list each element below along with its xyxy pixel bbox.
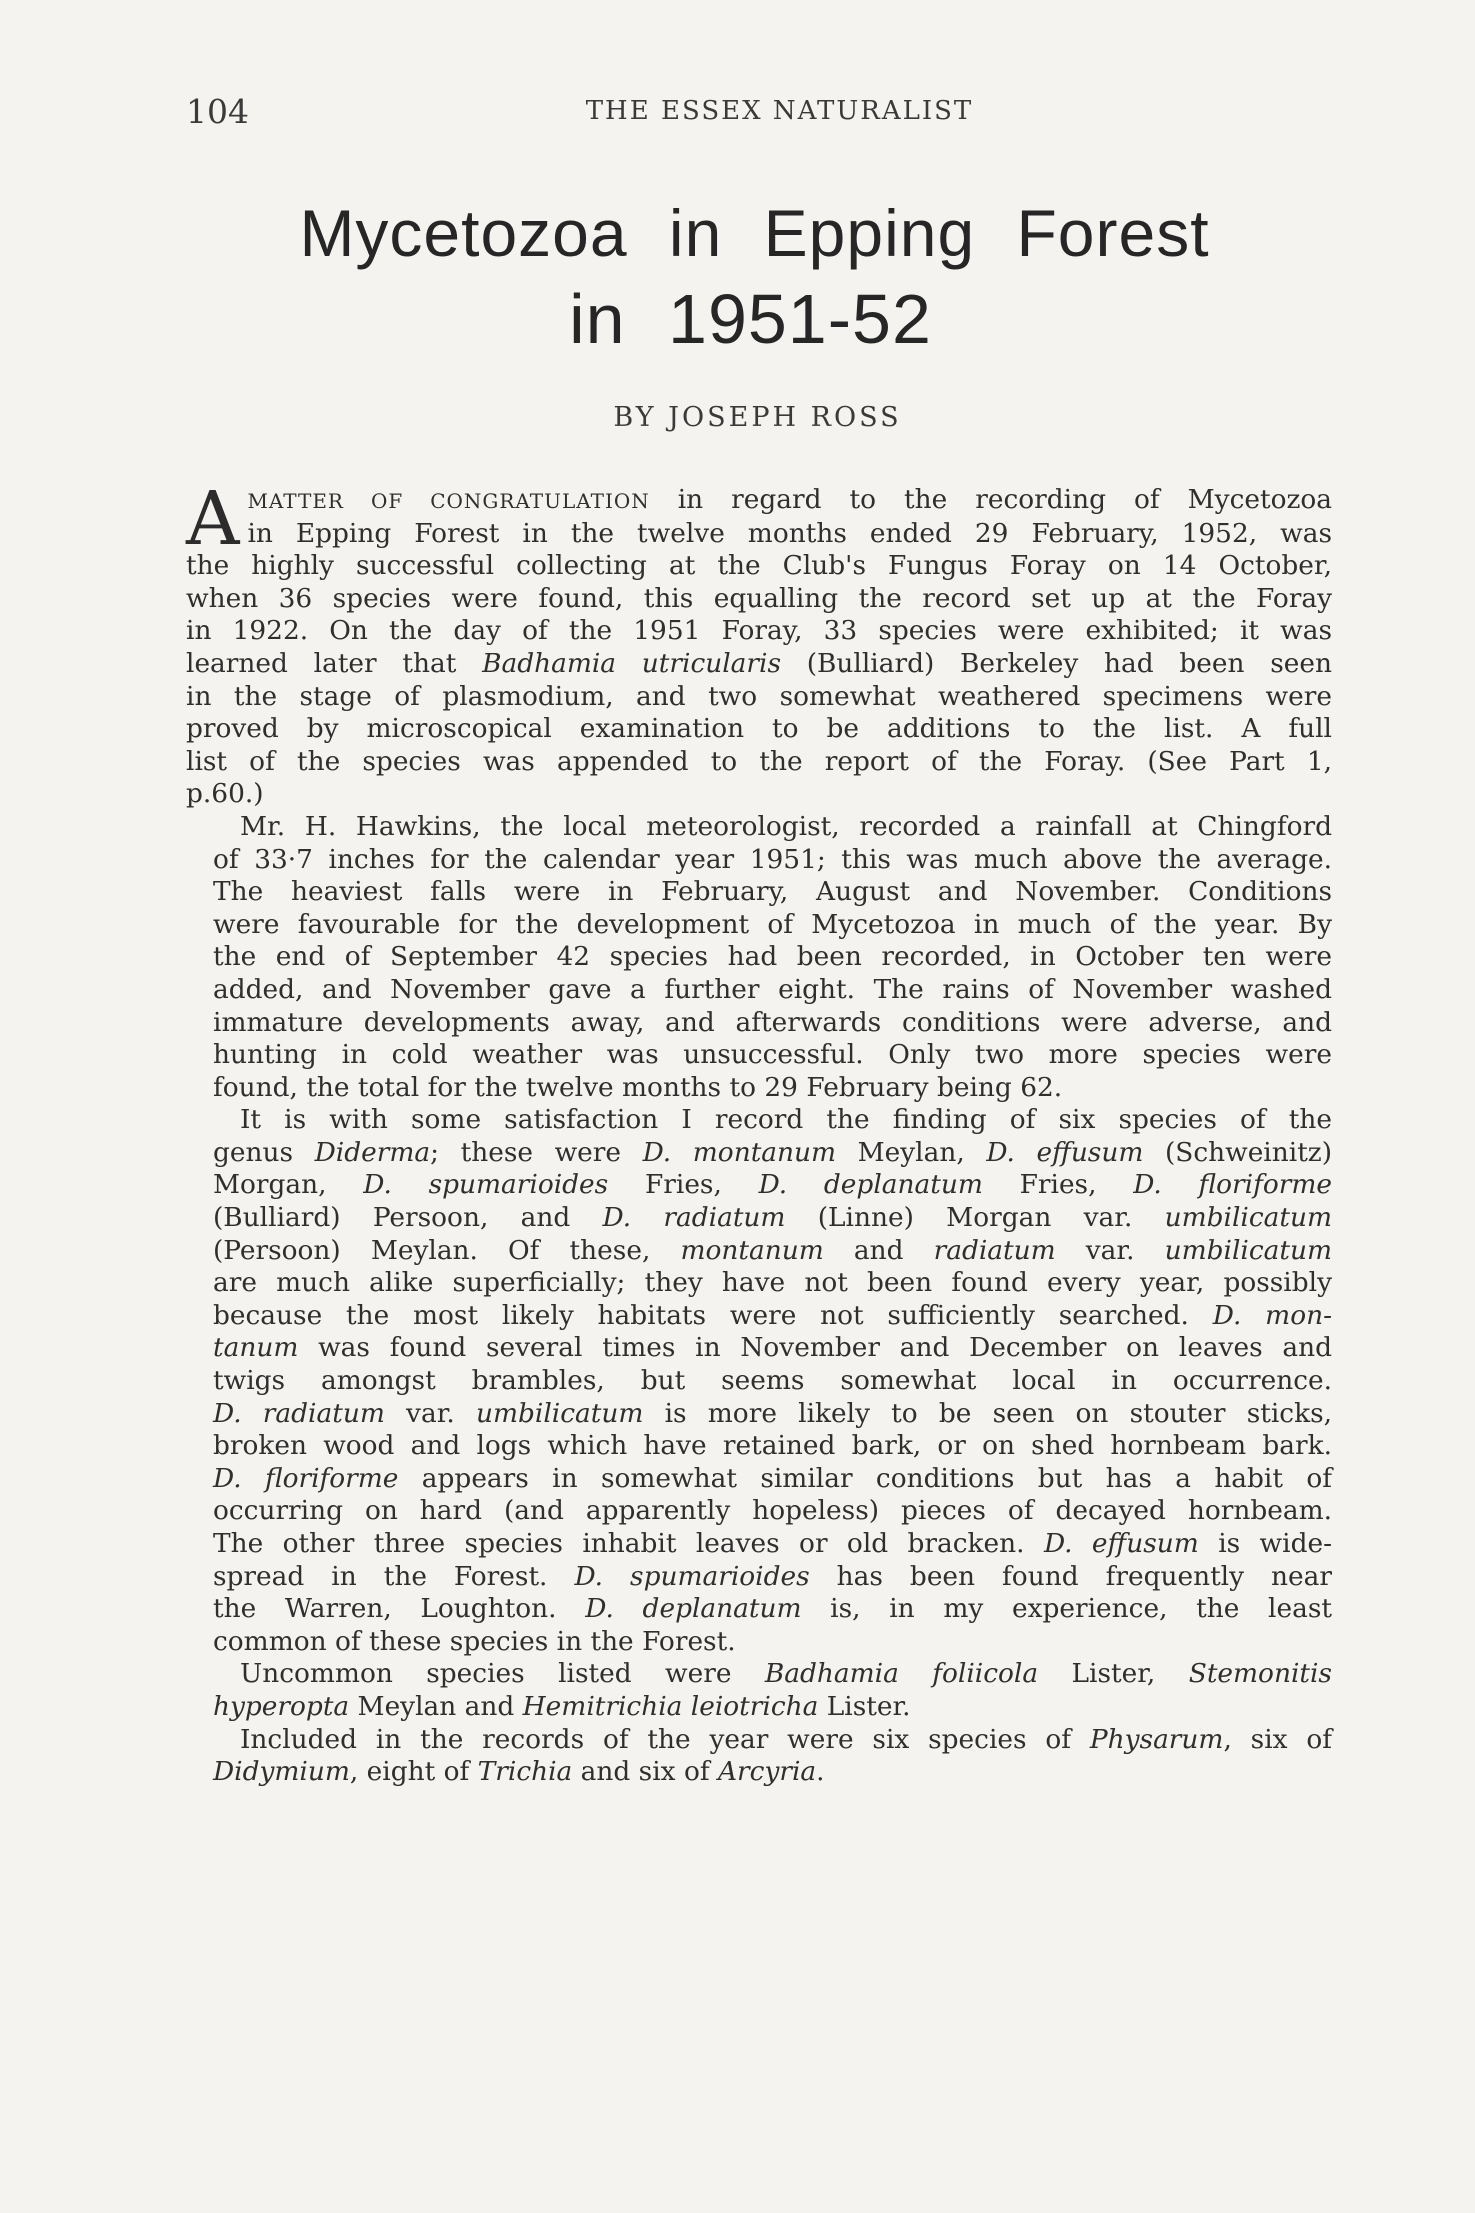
species-name: D. floriforme (213, 1462, 399, 1494)
text-segment: list of the species was appended to the report of the Foray. (See Part 1, (186, 745, 1332, 777)
text-segment: has been found frequently near (809, 1560, 1332, 1592)
species-name: D. radiatum (213, 1397, 385, 1429)
text-line (186, 1528, 1332, 1561)
text-line (186, 713, 1332, 746)
text-segment: common of these species in the Forest. (213, 1625, 736, 1657)
text-segment: Included in the records of the year were six species of (240, 1723, 1090, 1755)
text-segment: (Linne) Morgan var. (785, 1202, 1165, 1234)
text-segment: immature developments away, and afterwards conditions were adverse, and (213, 1006, 1332, 1038)
text-line (186, 1430, 1332, 1463)
text-line (186, 1235, 1332, 1268)
species-name: D. spumarioides (363, 1169, 609, 1201)
text-line (186, 1463, 1332, 1496)
text-line (186, 876, 1332, 909)
species-name: Hemitrichia leiotricha (522, 1690, 819, 1722)
species-name: Trichia (477, 1756, 573, 1788)
text-line (186, 1072, 1332, 1105)
text-line (186, 1691, 1332, 1724)
text-segment: was found several times in November and December on leaves and (298, 1332, 1332, 1364)
text-line (186, 648, 1332, 681)
text-segment: Fries, (982, 1169, 1134, 1201)
article-body (186, 476, 1333, 1789)
text-line (186, 1300, 1332, 1333)
text-segment: of 33·7 inches for the calendar year 1951; this was much above the average. (213, 843, 1332, 875)
species-name: Physarum (1089, 1723, 1224, 1755)
text-line (186, 1561, 1332, 1594)
species-name: Badhamia foliicola (764, 1658, 1039, 1690)
text-segment: broken wood and logs which have retained bark, or on shed hornbeam bark. (213, 1430, 1332, 1462)
article-title (0, 190, 1475, 362)
text-line (186, 941, 1332, 974)
text-line (186, 1365, 1332, 1398)
text-line (186, 1398, 1332, 1431)
text-line (186, 1169, 1332, 1202)
text-segment: Fries, (608, 1169, 759, 1201)
text-segment: (Persoon) Meylan. Of these, (213, 1234, 681, 1266)
text-segment: (Bulliard) Persoon, and (213, 1202, 603, 1234)
text-segment: in regard to the recording of Mycetozoa (649, 484, 1332, 515)
species-name: Diderma (314, 1136, 431, 1168)
text-segment: the Warren, Loughton. (213, 1593, 586, 1625)
species-name: D. mon- (1212, 1299, 1332, 1331)
text-segment: It is with some satisfaction I record the finding of six species of the (240, 1104, 1332, 1136)
species-name: D. effusum (986, 1136, 1144, 1168)
species-name: montanum (680, 1234, 824, 1266)
text-segment: ; these were (430, 1136, 643, 1168)
text-segment: spread in the Forest. (213, 1560, 575, 1592)
paragraph (186, 1724, 1332, 1789)
text-segment: found, the total for the twelve months to 29 February being 62. (213, 1071, 1063, 1103)
text-segment: Lister. (818, 1690, 911, 1722)
paragraph (186, 1104, 1332, 1658)
text-line (186, 583, 1332, 616)
text-segment: Meylan and (349, 1690, 523, 1722)
species-name: umbilicatum (1164, 1202, 1333, 1234)
text-line (186, 909, 1332, 942)
species-name: Stemonitis (1188, 1658, 1332, 1690)
text-segment: is more likely to be seen on stouter sticks, (643, 1397, 1332, 1429)
text-segment: Morgan, (213, 1169, 364, 1201)
text-line (186, 1007, 1332, 1040)
text-segment: , eight of (349, 1756, 478, 1788)
text-line (186, 1332, 1332, 1365)
small-caps-text: MATTER OF CONGRATULATION (247, 489, 650, 513)
text-line (186, 1724, 1332, 1757)
text-segment: twigs amongst brambles, but seems somewhat local in occurrence. (213, 1365, 1332, 1397)
text-line (186, 1104, 1332, 1137)
species-name: D. deplanatum (758, 1169, 983, 1201)
text-segment: The heaviest falls were in February, August and November. Conditions (213, 876, 1332, 908)
text-segment: appears in somewhat similar conditions but has a habit of (398, 1462, 1332, 1494)
text-segment: added, and November gave a further eight. The rains of November washed (213, 973, 1332, 1005)
species-name: hyperopta (213, 1690, 350, 1722)
text-segment: when 36 species were found, this equalling the record set up at the Foray (186, 582, 1332, 614)
text-line (186, 1626, 1332, 1659)
text-line (186, 1756, 1332, 1789)
text-segment: Uncommon species listed were (240, 1658, 765, 1690)
text-segment: hunting in cold weather was unsuccessful. Only two more species were (213, 1039, 1332, 1071)
species-name: radiatum (933, 1234, 1056, 1266)
text-line (186, 518, 1332, 551)
species-name: D. effusum (1043, 1528, 1199, 1559)
text-segment: p.60.) (186, 778, 264, 810)
text-line (186, 746, 1332, 779)
species-name: D. radiatum (602, 1202, 786, 1234)
text-segment: the highly successful collecting at the Club's Fungus Foray on 14 October, (186, 550, 1332, 582)
text-line (186, 811, 1332, 844)
text-segment: the end of September 42 species had been recorded, in October ten were (213, 941, 1332, 973)
text-line (186, 1593, 1332, 1626)
text-line (186, 1137, 1332, 1170)
text-line (186, 550, 1332, 583)
journal-name: THE ESSEX NATURALIST (585, 96, 974, 126)
running-head (186, 92, 1333, 132)
page-number: 104 (186, 92, 249, 131)
text-line (186, 1039, 1332, 1072)
text-segment: (Schweinitz) (1143, 1136, 1332, 1168)
text-segment: and (823, 1234, 934, 1266)
species-name: D. spumarioides (574, 1560, 810, 1592)
text-line (186, 615, 1332, 648)
species-name: D. floriforme (1133, 1169, 1333, 1201)
text-segment: is wide- (1198, 1528, 1333, 1559)
text-segment: is, in my experience, the least (801, 1593, 1332, 1625)
text-line (186, 1202, 1332, 1235)
text-segment: (Bulliard) Berkeley had been seen (781, 647, 1332, 679)
text-segment: Mr. H. Hawkins, the local meteorologist, recorded a rainfall at Chingford (240, 810, 1332, 842)
text-segment: occurring on hard (and apparently hopeless) pieces of decayed hornbeam. (213, 1495, 1332, 1527)
text-segment: were favourable for the development of Mycetozoa in much of the year. By (213, 908, 1332, 940)
text-segment: learned later that (186, 647, 483, 679)
text-segment: var. (384, 1397, 477, 1429)
text-segment: genus (213, 1136, 315, 1168)
text-line (186, 844, 1332, 877)
text-segment: The other three species inhabit leaves or old bracken. (213, 1528, 1044, 1559)
text-segment: proved by microscopical examination to be additions to the list. A full (186, 713, 1332, 745)
text-line (186, 974, 1332, 1007)
text-segment: in 1922. On the day of the 1951 Foray, 33 species were exhibited; it was (186, 615, 1332, 647)
species-name: Arcyria (717, 1756, 817, 1788)
text-segment: are much alike superficially; they have not been found every year, possibly (213, 1267, 1332, 1299)
text-segment: because the most likely habitats were not sufficiently searched. (213, 1299, 1213, 1331)
text-segment: in the stage of plasmodium, and two somewhat weathered specimens were (186, 680, 1332, 712)
title-line-1: Mycetozoa in Epping Forest (299, 196, 1210, 270)
species-name: umbilicatum (1164, 1234, 1333, 1266)
text-line (186, 681, 1332, 714)
drop-cap: A (186, 476, 240, 562)
species-name: Badhamia utricularis (482, 647, 781, 679)
text-segment: and six of (572, 1756, 718, 1788)
species-name: D. montanum (642, 1136, 837, 1168)
text-segment: , six of (1223, 1723, 1332, 1755)
text-segment: in Epping Forest in the twelve months ended 29 February, 1952, was (247, 517, 1332, 549)
paragraph (186, 1658, 1332, 1723)
species-name: tanum (213, 1332, 299, 1364)
paragraph (186, 476, 1332, 811)
species-name: umbilicatum (476, 1397, 644, 1429)
text-segment: var. (1055, 1234, 1165, 1266)
text-segment: Lister, (1038, 1658, 1189, 1690)
text-line (186, 1495, 1332, 1528)
paragraph (186, 811, 1332, 1104)
title-line-2: in 1951-52 (569, 280, 932, 358)
text-segment: . (816, 1756, 825, 1788)
byline: BY JOSEPH ROSS (613, 402, 902, 433)
species-name: Didymium (213, 1756, 350, 1788)
text-line (186, 778, 1332, 811)
text-line (186, 1658, 1332, 1691)
species-name: D. deplanatum (585, 1593, 802, 1625)
text-line (186, 1267, 1332, 1300)
text-segment: Meylan, (836, 1136, 987, 1168)
